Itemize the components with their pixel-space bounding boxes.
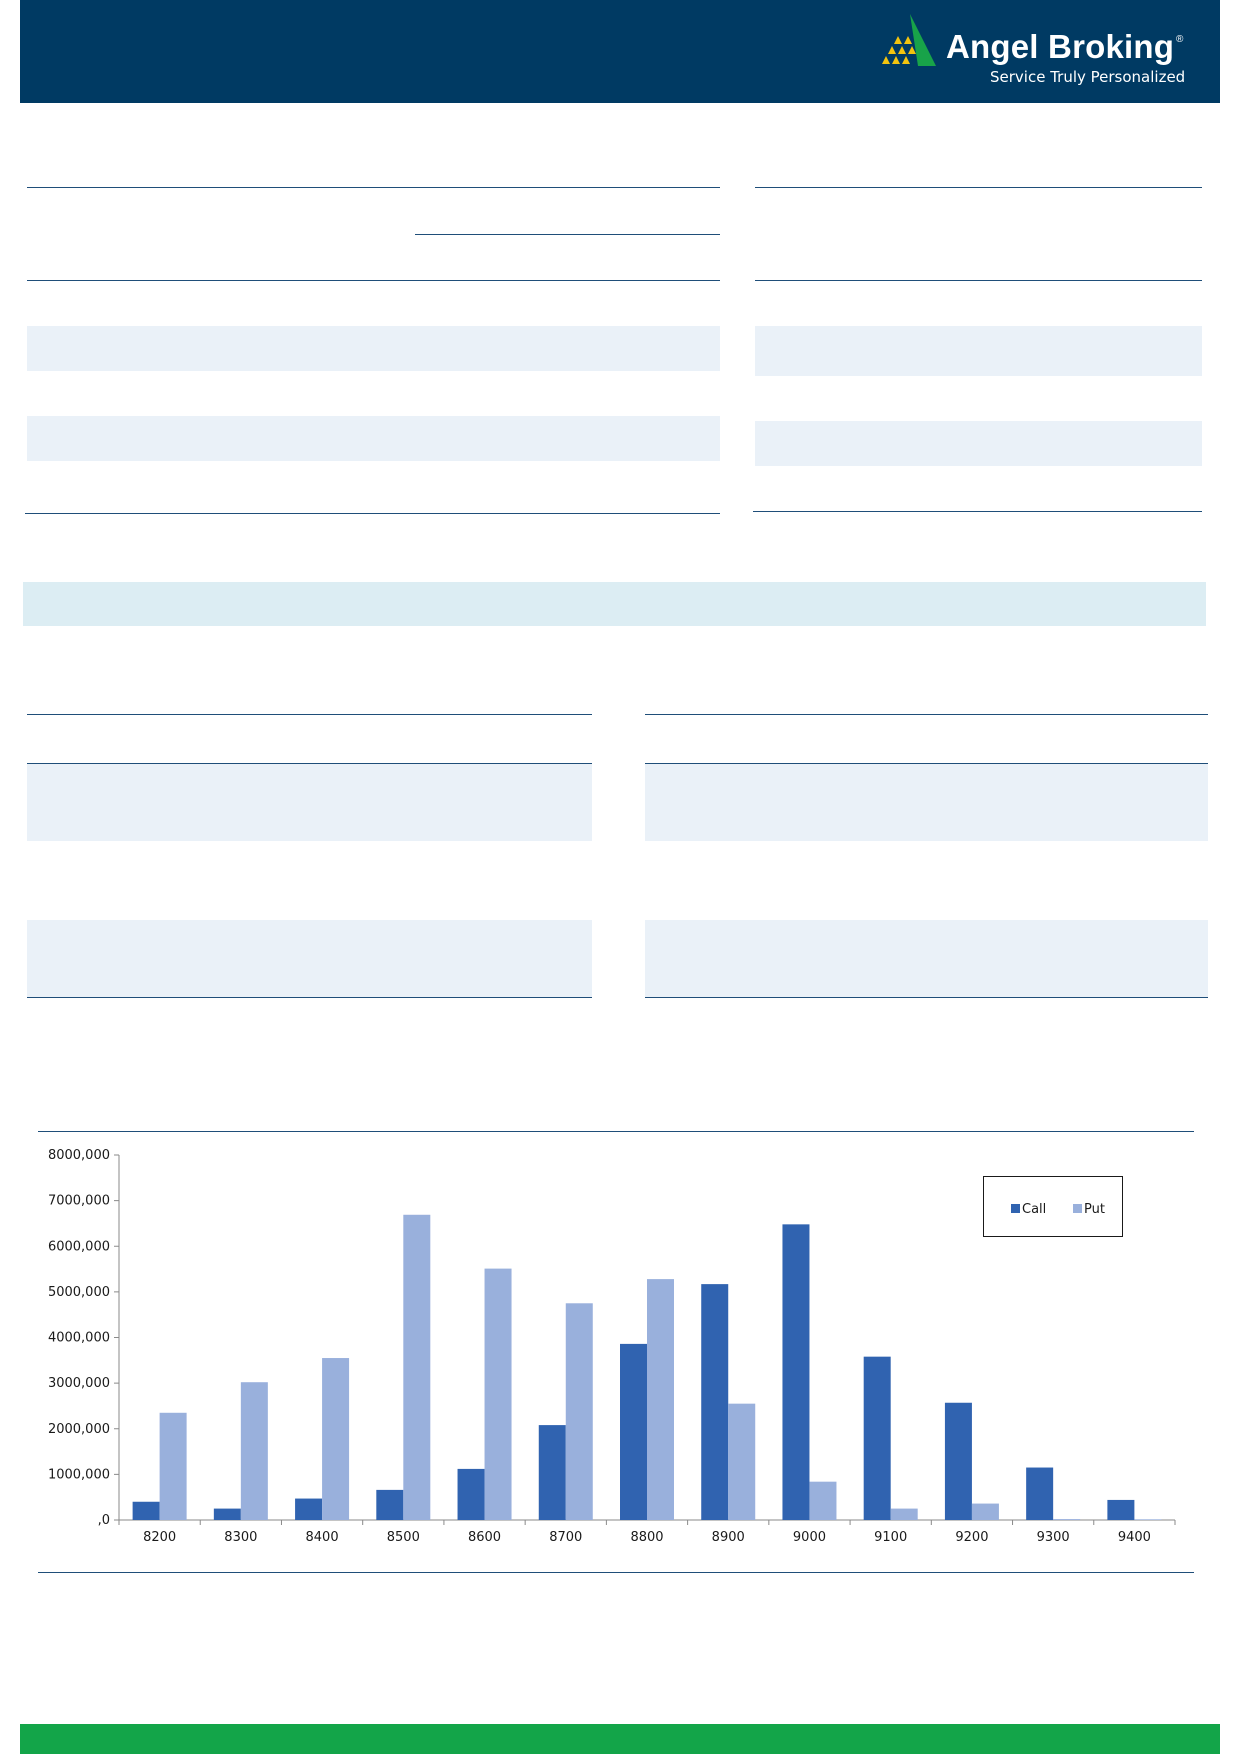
x-tick-label: 8900	[711, 1530, 745, 1545]
angel-broking-logo[interactable]	[880, 10, 1190, 90]
header-banner	[20, 0, 1220, 103]
y-tick-label: 2000,000	[47, 1421, 110, 1437]
table-rule	[645, 997, 1208, 998]
table-row-band	[27, 326, 720, 371]
table-rule	[27, 997, 592, 998]
bar-put-8200	[160, 1413, 187, 1520]
legend-swatch-put	[1073, 1204, 1082, 1213]
table-rule	[755, 280, 1202, 281]
bar-call-9200	[945, 1403, 972, 1520]
bar-call-9300	[1026, 1468, 1053, 1520]
chart-top-rule	[38, 1131, 1194, 1132]
bar-call-8800	[620, 1344, 647, 1520]
bar-call-9400	[1107, 1500, 1134, 1520]
bar-put-9200	[972, 1504, 999, 1520]
table-rule	[645, 714, 1208, 715]
chart-legend	[983, 1176, 1123, 1237]
legend-label-put: Put	[1084, 1202, 1105, 1217]
bar-call-8300	[214, 1509, 241, 1520]
table-rule	[415, 234, 720, 235]
bar-put-9000	[809, 1482, 836, 1520]
table-row-band	[755, 421, 1202, 466]
table-row-band	[27, 416, 720, 461]
table-rule	[25, 513, 720, 514]
y-tick-label: 7000,000	[47, 1193, 110, 1209]
table-rule	[27, 714, 592, 715]
y-tick-label: 1000,000	[47, 1467, 110, 1483]
table-row-band	[645, 920, 1208, 997]
brand-name: Angel Broking	[946, 28, 1175, 65]
brand-tagline: Service Truly Personalized	[990, 68, 1186, 86]
bar-put-8900	[728, 1404, 755, 1520]
bar-put-8500	[403, 1215, 430, 1520]
legend-label-call: Call	[1022, 1202, 1047, 1217]
bar-call-9100	[864, 1357, 891, 1520]
y-tick-label: 5000,000	[47, 1284, 110, 1300]
x-tick-label: 8400	[305, 1530, 339, 1545]
bar-put-8300	[241, 1382, 268, 1520]
y-tick-label: 8000,000	[47, 1148, 110, 1163]
bar-put-9400	[1134, 1519, 1161, 1520]
legend-item-put	[1073, 1202, 1105, 1217]
x-tick-label: 9300	[1036, 1530, 1070, 1545]
x-tick-label: 9000	[792, 1530, 827, 1545]
x-tick-label: 9400	[1117, 1530, 1151, 1545]
table-rule	[27, 280, 720, 281]
table-row-band	[27, 764, 592, 841]
legend-item-call	[1011, 1202, 1046, 1217]
table-rule	[27, 187, 720, 188]
footer-bar	[20, 1724, 1220, 1754]
bar-put-9300	[1053, 1519, 1080, 1520]
bar-put-9100	[891, 1509, 918, 1520]
y-tick-label: 4000,000	[47, 1330, 110, 1346]
table-row-band	[27, 920, 592, 997]
table-row-band	[645, 764, 1208, 841]
table-row-band	[755, 326, 1202, 376]
section-band	[23, 582, 1206, 626]
bar-put-8700	[566, 1303, 593, 1520]
bar-call-9000	[782, 1224, 809, 1520]
table-rule	[755, 187, 1202, 188]
bar-call-8500	[376, 1490, 403, 1520]
bar-call-8900	[701, 1284, 728, 1520]
x-tick-label: 8600	[467, 1530, 502, 1545]
x-tick-label: 8800	[630, 1530, 664, 1545]
legend-swatch-call	[1011, 1204, 1020, 1213]
bar-put-8400	[322, 1358, 349, 1520]
bar-call-8200	[133, 1502, 160, 1520]
table-rule	[753, 511, 1202, 512]
y-tick-label: 3000,000	[47, 1376, 110, 1392]
x-tick-label: 9100	[874, 1530, 908, 1545]
registered-mark: ®	[1176, 34, 1184, 45]
bar-call-8700	[539, 1425, 566, 1520]
x-tick-label: 9200	[955, 1530, 989, 1545]
x-tick-label: 8300	[224, 1530, 258, 1545]
bar-put-8600	[485, 1269, 512, 1520]
y-tick-label: ,0	[97, 1513, 110, 1528]
x-tick-label: 8500	[386, 1530, 420, 1545]
bar-call-8600	[458, 1469, 485, 1520]
x-tick-label: 8700	[549, 1530, 583, 1545]
bar-put-8800	[647, 1279, 674, 1520]
y-tick-label: 6000,000	[47, 1239, 110, 1255]
pyramid-triangle-icon	[880, 12, 940, 68]
chart-bottom-rule	[38, 1572, 1194, 1573]
x-tick-label: 8200	[143, 1530, 177, 1545]
bar-call-8400	[295, 1499, 322, 1520]
